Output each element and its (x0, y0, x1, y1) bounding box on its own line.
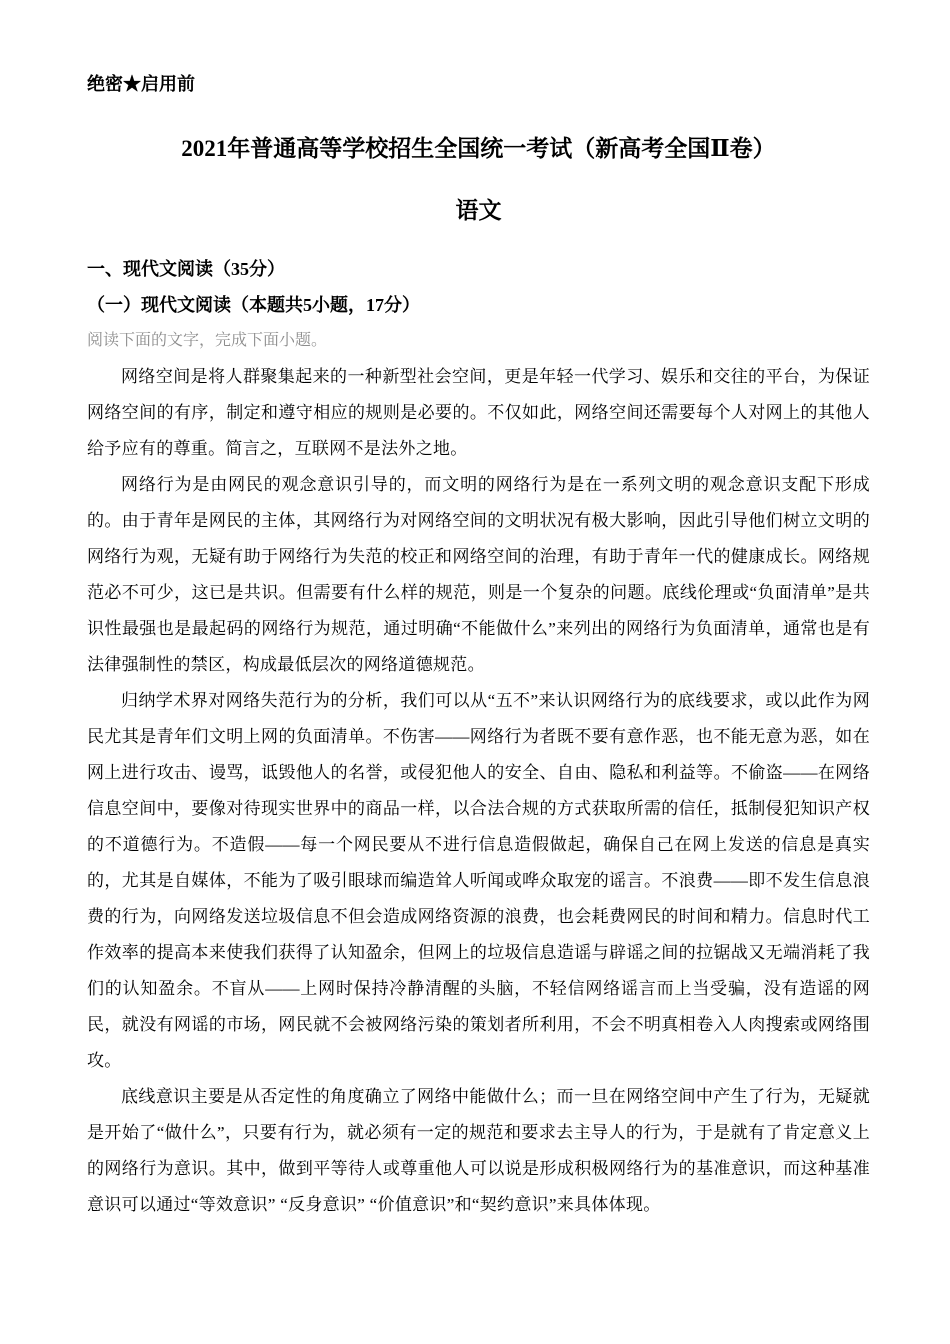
exam-title: 2021年普通高等学校招生全国统一考试（新高考全国Ⅱ卷） (181, 136, 776, 161)
passage-paragraph-4: 底线意识主要是从否定性的角度确立了网络中能做什么；而一旦在网络空间中产生了行为，无疑就是开始了“做什么”，只要有行为，就必须有一定的规范和要求去主导人的行为，于是就有了肯定意义上的网络行为意识。其中，做到平等待人或尊重他人可以说是形成积极网络行为的基准意识，而这种基准意识可以通过“等效意识” “反身意识” “价值意识”和“契约意识”来具体体现。 (87, 1087, 870, 1214)
passage-paragraph-1: 网络空间是将人群聚集起来的一种新型社会空间，更是年轻一代学习、娱乐和交往的平台，为保证网络空间的有序，制定和遵守相应的规则是必要的。不仅如此，网络空间还需要每个人对网上的其他人给予应有的尊重。简言之，互联网不是法外之地。 (87, 367, 870, 458)
section-heading-modern-reading: 一、现代文阅读（35分） (87, 259, 285, 279)
reading-instruction: 阅读下面的文字，完成下面小题。 (87, 332, 328, 349)
reading-passage (87, 359, 870, 1223)
subject-title: 语文 (455, 198, 502, 223)
subsection-heading-part1: （一）现代文阅读（本题共5小题，17分） (87, 295, 420, 315)
passage-paragraph-2: 网络行为是由网民的观念意识引导的，而文明的网络行为是在一系列文明的观念意识支配下形成的。由于青年是网民的主体，其网络行为对网络空间的文明状况有极大影响，因此引导他们树立文明的网络行为观，无疑有助于网络行为失范的校正和网络空间的治理，有助于青年一代的健康成长。网络规范必不可少，这已是共识。但需要有什么样的规范，则是一个复杂的问题。底线伦理或“负面清单”是共识性最强也是最起码的网络行为规范，通过明确“不能做什么”来列出的网络行为负面清单，通常也是有法律强制性的禁区，构成最低层次的网络道德规范。 (87, 475, 870, 674)
classification-label: 绝密★启用前 (87, 74, 195, 94)
passage-paragraph-3: 归纳学术界对网络失范行为的分析，我们可以从“五不”来认识网络行为的底线要求，或以此作为网民尤其是青年们文明上网的负面清单。不伤害——网络行为者既不要有意作恶，也不能无意为恶，如在网上进行攻击、谩骂，诋毁他人的名誉，或侵犯他人的安全、自由、隐私和利益等。不偷盗——在网络信息空间中，要像对待现实世界中的商品一样，以合法合规的方式获取所需的信任，抵制侵犯知识产权的不道德行为。不造假——每一个网民要从不进行信息造假做起，确保自己在网上发送的信息是真实的，尤其是自媒体，不能为了吸引眼球而编造耸人听闻或哗众取宠的谣言。不浪费——即不发生信息浪费的行为，向网络发送垃圾信息不但会造成网络资源的浪费，也会耗费网民的时间和精力。信息时代工作效率的提高本来使我们获得了认知盈余，但网上的垃圾信息造谣与辟谣之间的拉锯战又无端消耗了我们的认知盈余。不盲从——上网时保持冷静清醒的头脑，不轻信网络谣言而上当受骗，没有造谣的网民，就没有网谣的市场，网民就不会被网络污染的策划者所利用，不会不明真相卷入人肉搜索或网络围攻。 (87, 691, 870, 1070)
